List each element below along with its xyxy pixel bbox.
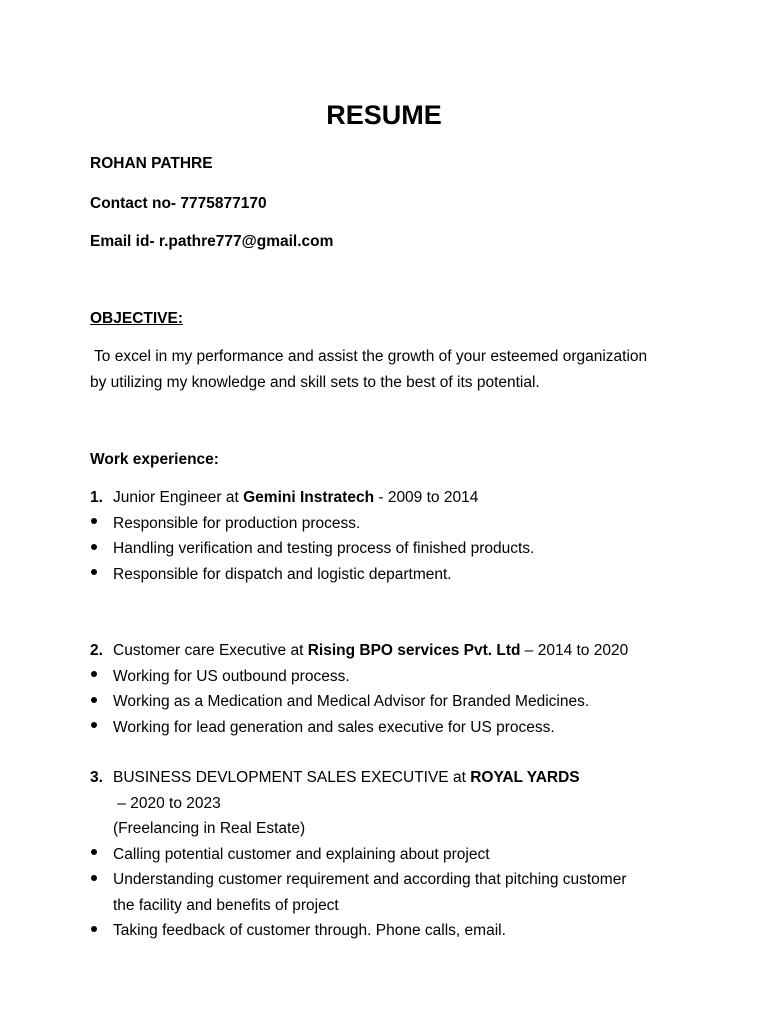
- list-number: 2.: [90, 642, 103, 659]
- bullet-icon: [90, 867, 113, 893]
- bullet-icon: [90, 842, 113, 868]
- list-item: [90, 867, 678, 893]
- work-experience-heading: Work experience:: [90, 451, 219, 468]
- bullet-text: Responsible for production process.: [113, 514, 361, 532]
- job-title: [113, 765, 678, 816]
- bullet-icon: [90, 689, 113, 715]
- job-note-row: [90, 816, 678, 842]
- bullet-text: Understanding customer requirement and according that pitching customer: [113, 871, 627, 888]
- bullet-text: Taking feedback of customer through. Phone calls, email.: [113, 922, 506, 939]
- bullet-icon: [90, 715, 113, 741]
- list-item: [90, 715, 678, 741]
- job-title: [113, 485, 678, 511]
- bullet-icon: [90, 511, 113, 537]
- job-role: Junior Engineer at: [113, 489, 244, 506]
- job-title: [113, 638, 678, 664]
- job-role: BUSINESS DEVLOPMENT SALES EXECUTIVE at: [113, 769, 471, 786]
- bullet-text: Handling verification and testing process of finished products.: [113, 540, 535, 557]
- objective-text-line-2: by utilizing my knowledge and skill sets to the best of its potential.: [90, 374, 540, 391]
- job-title-row: [90, 765, 678, 816]
- bullet-icon: [90, 562, 113, 588]
- bullet-icon: [90, 536, 113, 562]
- company-name: ROYAL YARDS: [470, 769, 580, 786]
- list-item: [90, 918, 678, 944]
- job-role: Customer care Executive at: [113, 642, 308, 659]
- email-address: Email id- r.pathre777@gmail.com: [90, 233, 334, 250]
- bullet-text: Working for US outbound process.: [113, 667, 350, 685]
- list-item: [90, 664, 678, 690]
- bullet-text: Working as a Medication and Medical Advisor for Branded Medicines.: [113, 693, 590, 710]
- job-period: – 2014 to 2020: [520, 642, 629, 659]
- bullet-text: the facility and benefits of project: [113, 896, 339, 914]
- candidate-name: ROHAN PATHRE: [90, 155, 213, 172]
- contact-number: Contact no- 7775877170: [90, 195, 267, 212]
- bullet-text: Working for lead generation and sales executive for US process.: [113, 718, 555, 736]
- list-item: [90, 562, 678, 588]
- bullet-text: Responsible for dispatch and logistic department.: [113, 565, 452, 583]
- job-period: - 2009 to 2014: [374, 489, 479, 506]
- list-number: 3.: [90, 769, 103, 786]
- list-item: [90, 511, 678, 537]
- company-name: Gemini Instratech: [243, 489, 375, 506]
- job-title-row: [90, 638, 678, 664]
- list-item: [90, 536, 678, 562]
- list-number: 1.: [90, 489, 103, 506]
- bullet-icon: [90, 664, 113, 690]
- list-item-continuation: [90, 893, 678, 919]
- job-3: [90, 765, 678, 944]
- objective-heading: OBJECTIVE:: [90, 310, 184, 327]
- list-item: [90, 842, 678, 868]
- bullet-icon: [90, 918, 113, 944]
- list-item: [90, 689, 678, 715]
- job-period: – 2020 to 2023: [113, 794, 221, 812]
- page-title: RESUME: [326, 100, 442, 130]
- job-title-row: [90, 485, 678, 511]
- bullet-text: Calling potential customer and explaining about project: [113, 845, 490, 863]
- job-1: [90, 485, 678, 587]
- company-name: Rising BPO services Pvt. Ltd: [307, 642, 521, 659]
- job-2: [90, 638, 678, 740]
- objective-text-line-1: To excel in my performance and assist the growth of your esteemed organization: [90, 348, 648, 365]
- job-note: (Freelancing in Real Estate): [113, 820, 306, 837]
